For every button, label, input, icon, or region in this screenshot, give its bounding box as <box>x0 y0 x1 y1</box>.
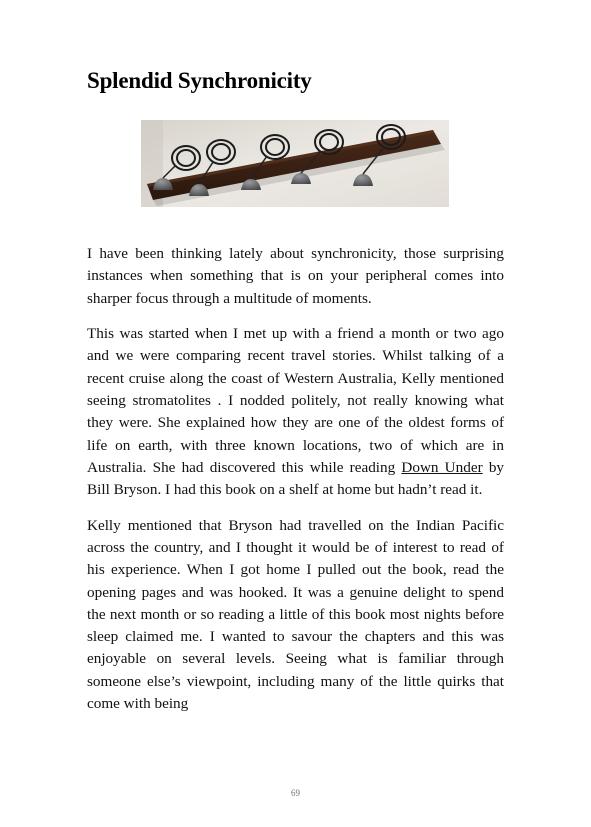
bells-photo <box>141 120 449 207</box>
paragraph-1: I have been thinking lately about synchronicity, those surprising instances when something that is on your peripheral comes into sharper focus through a multitude of moments. <box>87 245 504 307</box>
page-number: 69 <box>291 788 300 798</box>
book-title: Down Under <box>401 458 483 476</box>
paragraph-2 <box>87 323 504 501</box>
paragraph-2-part-a: This was started when I met up with a friend a month or two ago and we were comparing recent travel stories. Whilst talking of a recent cruise along the coast of Western Australia, Kelly mentioned seeing stromatolites . I nodded politely, not really knowing what they were. She explained how they are one of the oldest forms of life on earth, with three known locations, two of which are in Australia. She had discovered this while reading <box>87 325 504 476</box>
body-text <box>87 243 504 729</box>
page-title: Splendid Synchronicity <box>87 68 312 93</box>
paragraph-3: Kelly mentioned that Bryson had travelled on the Indian Pacific across the country, and I thought it would be of interest to read of his experience. When I got home I pulled out the book, read the opening pages and was hooked. It was a genuine delight to spend the next month or so reading a little of this book most nights before sleep claimed me. I wanted to savour the chapters and this was enjoyable on several levels. Seeing what is familiar through someone else’s viewpoint, including many of the little quirks that come with being <box>87 516 504 713</box>
paragraph-2-part-b: by Bill Bryson. I had this book on a shelf at home but hadn’t read it. <box>87 458 504 499</box>
